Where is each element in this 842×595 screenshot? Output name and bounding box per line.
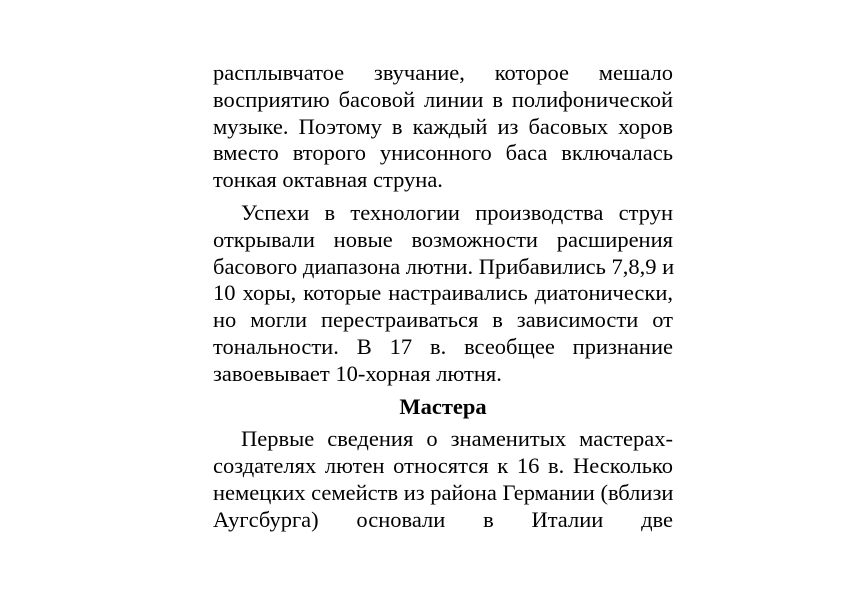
text-column: [213, 60, 673, 534]
paragraph-continuation: [213, 60, 673, 194]
text-line: вместо второго унисонного баса включалась: [213, 140, 673, 166]
text-line: немецких семейств из района Германии (вблизи: [213, 479, 674, 505]
text-line: басового диапазона лютни. Прибавились 7,8,9 и: [213, 253, 675, 279]
paragraph-masters: [213, 426, 673, 533]
text-line: Аугсбурга) основали в Италии две: [213, 506, 673, 532]
paragraph-string-technology: [213, 200, 673, 388]
text-line: создателях лютен относятся к 16 в. Несколько: [213, 453, 673, 479]
text-line: восприятию басовой линии в полифонической: [213, 86, 673, 112]
text-line: расплывчатое звучание, которое мешало: [213, 60, 673, 85]
text-line: Первые сведения о знаменитых мастерах-: [241, 426, 673, 452]
text-line: 10 хоры, которые настраивались диатонически,: [213, 280, 673, 306]
text-line: Успехи в технологии производства струн: [241, 199, 673, 225]
text-line: завоевывает 10-хорная лютня.: [213, 360, 502, 386]
text-line: но могли перестраиваться в зависимости от: [213, 307, 673, 333]
text-line: тональности. В 17 в. всеобщее признание: [213, 333, 673, 359]
text-line: открывали новые возможности расширения: [213, 226, 673, 252]
text-line: музыке. Поэтому в каждый из басовых хоров: [213, 113, 673, 139]
text-line: тонкая октавная струна.: [213, 167, 443, 193]
section-heading: Мастера: [399, 393, 487, 419]
